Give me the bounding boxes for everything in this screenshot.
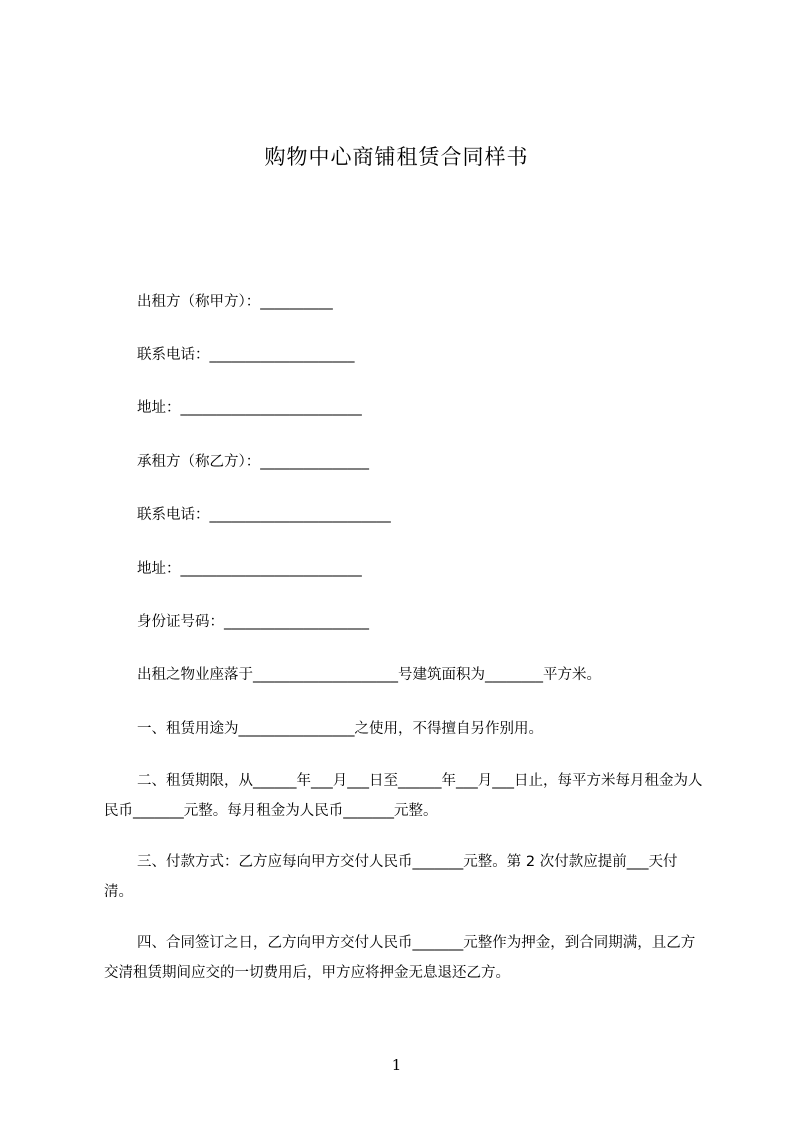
- lessee-phone-field: 联系电话：_________________________: [137, 507, 391, 523]
- lessor-address-field: 地址：_________________________: [137, 400, 362, 416]
- id-number-field: 身份证号码：____________________: [137, 614, 369, 630]
- property-location-field: 出租之物业座落于____________________号建筑面积为________平方米。: [137, 667, 601, 683]
- lessor-phone-field: 联系电话：____________________: [137, 347, 355, 363]
- lessor-name-field: 出租方（称甲方）：__________: [137, 294, 333, 310]
- clause-1-usage: 一、租赁用途为________________之使用，不得擅自另作别用。: [137, 721, 543, 737]
- lessee-address-field: 地址：_________________________: [137, 561, 362, 577]
- clause-4-deposit: 四、合同签订之日，乙方向甲方交付人民币_______元整作为押金，到合同期满，且乙方交清租赁期间应交的一切费用后，甲方应将押金无息退还乙方。: [104, 935, 696, 981]
- document-title: 购物中心商铺租赁合同样书: [264, 145, 529, 169]
- page-number: 1: [391, 1056, 402, 1074]
- lessee-name-field: 承租方（称乙方）：_______________: [137, 454, 369, 470]
- clause-2-lease-term: 二、租赁期限，从______年___月___日至______年___月___日止，每平方米每月租金为人民币_______元整。每月租金为人民币_______元整。: [104, 773, 703, 819]
- clause-3-payment: 三、付款方式：乙方应每向甲方交付人民币_______元整。第 2 次付款应提前___天付清。: [104, 854, 678, 900]
